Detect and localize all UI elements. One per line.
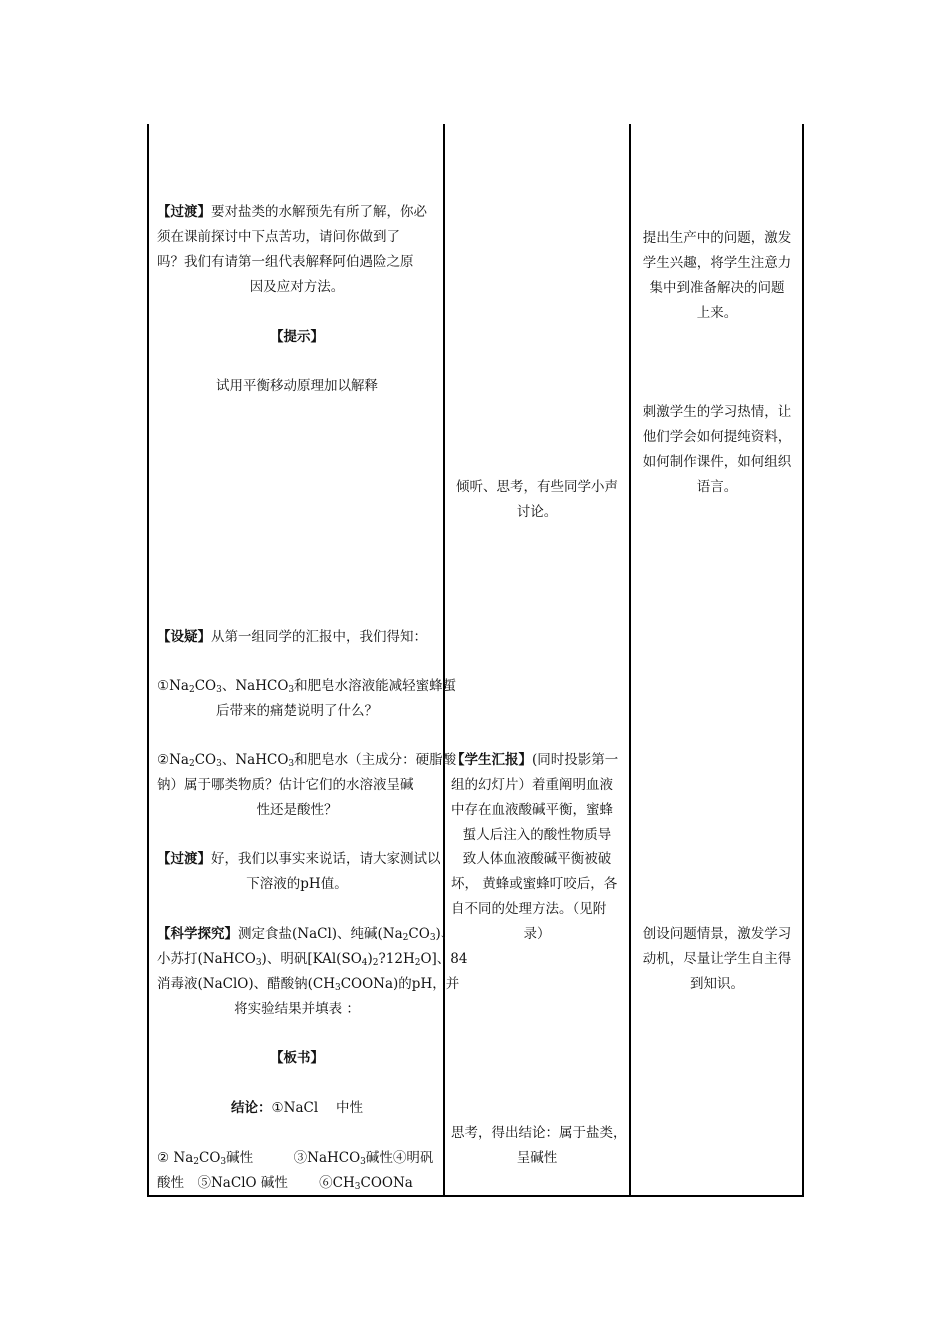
question2-line2: 钠）属于哪类物质？估计它们的水溶液呈碱 (157, 777, 414, 793)
student-conclusion-line2: 呈碱性 (516, 1150, 558, 1166)
sheyi-line: 【设疑】从第一组同学的汇报中，我们得知： (157, 629, 427, 645)
student-report-line7: 自不同的处理方法。（见附 (451, 901, 607, 917)
kexue-line3: 消毒液(NaClO)、醋酸钠$(CH_3COONa)$的pH，并 (157, 976, 460, 993)
result-line1: ② $Na_2CO_3$碱性 ③NaHCO$_3$碱性④明矾 (157, 1150, 434, 1167)
question1-line1: $①Na_2CO_3$、NaHCO$_3$和肥皂水溶液能减轻蜜蜂蜇 (157, 678, 457, 695)
intent2-line3: 如何制作课件，如何组织 (642, 454, 792, 470)
table-divider-1 (443, 124, 445, 1197)
guodu2-line2: 下溶液的pH值。 (246, 876, 348, 892)
tishi-text: 试用平衡移动原理加以解释 (216, 378, 378, 394)
question2-line3: 性还是酸性？ (256, 802, 338, 818)
guodu1-line2: 须在课前探讨中下点苦功，请问你做到了 (157, 229, 400, 245)
student-report-line6: 坏， 黄蜂或蜜蜂叮咬后，各 (451, 876, 618, 892)
intent1-line1: 提出生产中的问题，激发 (642, 230, 792, 246)
student-report-line4: 蜇人后注入的酸性物质导 (462, 827, 612, 843)
question1-line2: 后带来的痛楚说明了什么？ (216, 703, 378, 719)
jielun-line: 结论：①NaCl 中性 (231, 1100, 363, 1116)
tishi-heading: 【提示】 (270, 329, 324, 345)
intent3-line2: 动机，尽量让学生自主得 (642, 951, 792, 967)
student-report-line2: 组的幻灯片）着重阐明血液 (451, 777, 613, 793)
guodu1-line1: 【过渡】要对盐类的水解预先有所了解，你必 (157, 204, 427, 220)
student-report-line5: 致人体血液酸碱平衡被破 (462, 851, 612, 867)
banshu-heading: 【板书】 (270, 1050, 324, 1066)
student-listen-line2: 讨论。 (516, 504, 558, 520)
intent1-line4: 上来。 (696, 305, 738, 321)
intent2-line4: 语言。 (696, 479, 738, 495)
intent1-line3: 集中到准备解决的问题 (649, 280, 785, 296)
guodu1-line3: 吗？我们有请第一组代表解释阿伯遇险之原 (157, 254, 414, 270)
student-conclusion-line1: 思考，得出结论：属于盐类， (451, 1125, 627, 1141)
student-report-line3: 中存在血液酸碱平衡，蜜蜂 (451, 802, 613, 818)
student-report-line1: 【学生汇报】(同时投影第一 (451, 752, 619, 768)
table-border-right (802, 124, 804, 1197)
intent2-line2: 他们学会如何提纯资料， (642, 429, 792, 445)
student-report-line8: 录） (523, 926, 551, 942)
table-divider-2 (629, 124, 631, 1197)
intent1-line2: 学生兴趣，将学生注意力 (642, 255, 792, 271)
intent3-line1: 创设问题情景，激发学习 (642, 926, 792, 942)
kexue-line1: 【科学探究】测定食盐(NaCl)、纯碱$(Na_2CO_3)$、 (157, 926, 455, 943)
student-listen-line1: 倾听、思考，有些同学小声 (456, 479, 618, 495)
guodu1-line4: 因及应对方法。 (249, 279, 345, 295)
kexue-line4: 将实验结果并填表 ： (234, 1001, 360, 1017)
intent3-line3: 到知识。 (690, 976, 744, 992)
kexue-line2: 小苏打(NaHCO$_3$)、明矾$[KAl(SO_4)_2?12H_2O]$、84 (157, 951, 468, 968)
question2-line1: $②Na_2CO_3$、NaHCO$_3$和肥皂水（主成分：硬脂酸 (157, 752, 457, 769)
result-line2: 酸性 ⑤NaClO 碱性 $⑥CH_3COONa$ (157, 1175, 413, 1192)
intent2-line1: 刺激学生的学习热情，让 (642, 404, 792, 420)
table-border-left (147, 124, 149, 1197)
guodu2-line1: 【过渡】好，我们以事实来说话，请大家测试以 (157, 851, 441, 867)
